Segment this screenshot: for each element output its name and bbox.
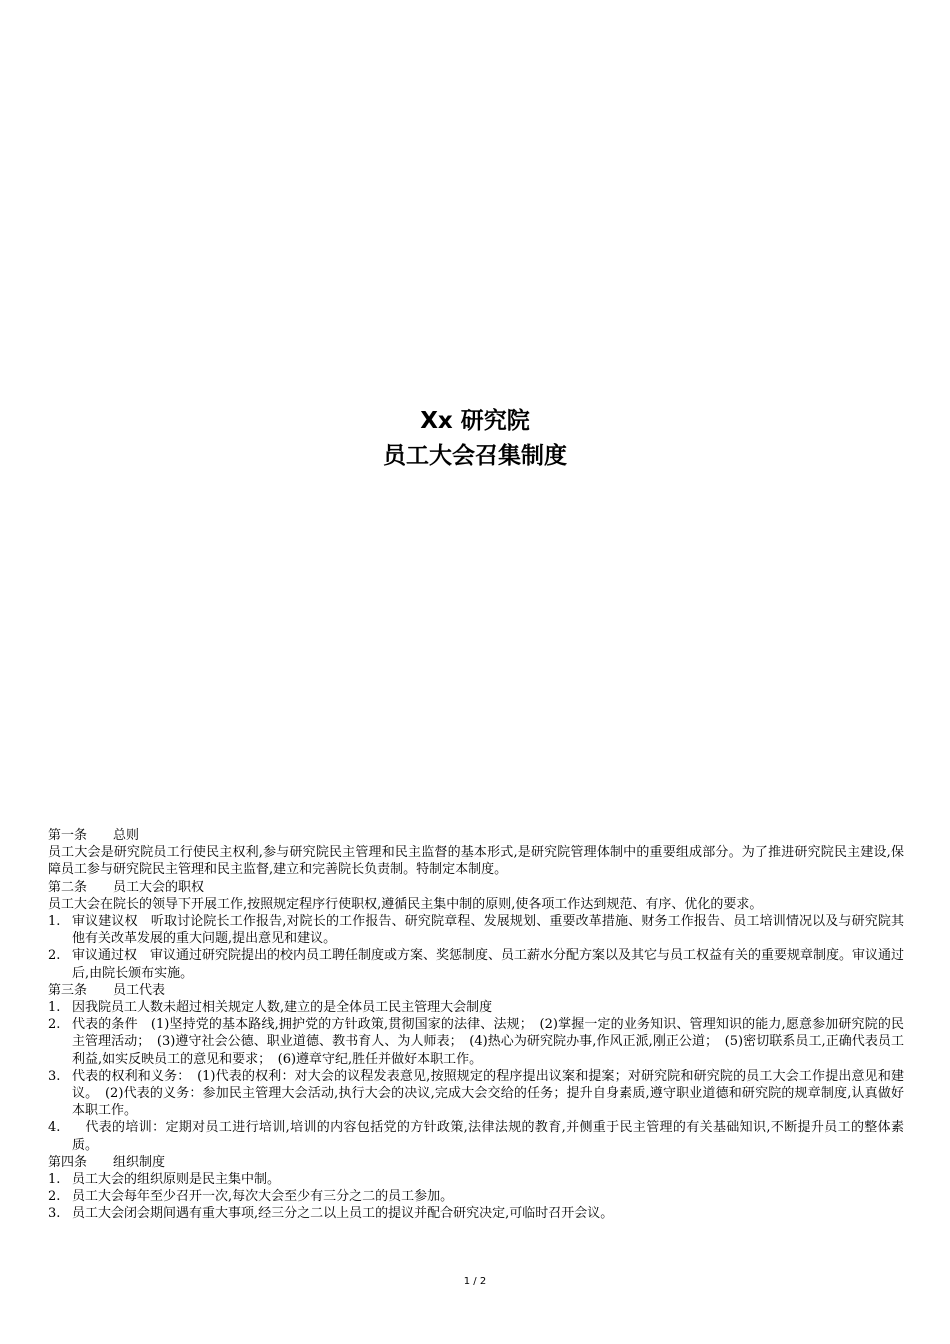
list-number: 1. <box>48 1172 61 1188</box>
document-body <box>48 827 904 1223</box>
list-text: 员工大会闭会期间遇有重大事项,经三分之二以上员工的提议并配合研究决定,可临时召开会议。 <box>72 1206 614 1222</box>
list-text: 员工大会每年至少召开一次,每次大会至少有三分之二的员工参加。 <box>72 1189 454 1205</box>
list-number: 2. <box>48 948 61 964</box>
title-line-institute: Xx 研究院 <box>420 408 530 434</box>
section-heading-general: 第一条 总则 <box>48 828 140 843</box>
list-number: 2. <box>48 1189 61 1205</box>
list-item <box>48 999 904 1016</box>
section-paragraph-general: 员工大会是研究院员工行使民主权利,参与研究院民主管理和民主监督的基本形式,是研究院管理体制中的重要组成部分。为了推进研究院民主建设,保障员工参与研究院民主管理和民主监督,建立和完善院长负责制。特制定本制度。 <box>48 845 904 878</box>
section-paragraph-powers: 员工大会在院长的领导下开展工作,按照规定程序行使职权,遵循民主集中制的原则,使各项工作达到规范、有序、优化的要求。 <box>48 896 763 912</box>
list-number: 3. <box>48 1206 61 1222</box>
list-text: 代表的权利和义务： (1)代表的权利：对大会的议程发表意见,按照规定的程序提出议案和提案；对研究院和研究院的员工大会工作提出意见和建议。 (2)代表的义务：参加民主管理大会活动,执行大会的决议,完成大会交给的任务；提升自身素质,遵守职业道德和研究院的规章制度,认真做好本职工作。 <box>72 1068 904 1119</box>
list-item <box>48 1188 904 1205</box>
document-title <box>0 404 950 474</box>
section-heading-powers: 第二条 员工大会的职权 <box>48 879 205 895</box>
list-number: 2. <box>48 1017 61 1033</box>
title-line-regulation: 员工大会召集制度 <box>383 443 567 469</box>
list-item <box>48 913 904 947</box>
list-item <box>48 1068 904 1120</box>
list-number: 3. <box>48 1068 61 1084</box>
list-item <box>48 947 904 981</box>
list-item <box>48 1205 904 1222</box>
list-item <box>48 1016 904 1068</box>
list-number: 1. <box>48 1000 61 1016</box>
list-number: 4. <box>48 1120 61 1136</box>
list-text: 审议建议权 听取讨论院长工作报告,对院长的工作报告、研究院章程、发展规划、重要改革措施、财务工作报告、员工培训情况以及与研究院其他有关改革发展的重大问题,提出意见和建议。 <box>72 914 904 947</box>
list-number: 1. <box>48 914 61 930</box>
list-text: 代表的条件 (1)坚持党的基本路线,拥护党的方针政策,贯彻国家的法律、法规； (2)掌握一定的业务知识、管理知识的能力,愿意参加研究院的民主管理活动； (3)遵守社会公德、职业道德、教书育人、为人师表； (4)热心为研究院办事,作风正派,刚正公道； (5)密切联系员工,正确代表员工利益,如实反映员工的意见和要求； (6)遵章守纪,胜任并做好本职工作。 <box>72 1017 904 1067</box>
list-text: 因我院员工人数未超过相关规定人数,建立的是全体员工民主管理大会制度 <box>72 1000 493 1016</box>
list-text: 员工大会的组织原则是民主集中制。 <box>72 1172 281 1188</box>
section-heading-organization: 第四条 组织制度 <box>48 1154 166 1170</box>
list-item <box>48 1171 904 1188</box>
list-text: 代表的培训：定期对员工进行培训,培训的内容包括党的方针政策,法律法规的教育,并侧重于民主管理的有关基础知识,不断提升员工的整体素质。 <box>72 1120 904 1153</box>
section-heading-representatives: 第三条 员工代表 <box>48 982 166 998</box>
page-number: 1 / 2 <box>463 1276 487 1287</box>
list-text: 审议通过权 审议通过研究院提出的校内员工聘任制度或方案、奖惩制度、员工薪水分配方案以及其它与员工权益有关的重要规章制度。审议通过后,由院长颁布实施。 <box>72 948 905 981</box>
list-item <box>48 1119 904 1153</box>
